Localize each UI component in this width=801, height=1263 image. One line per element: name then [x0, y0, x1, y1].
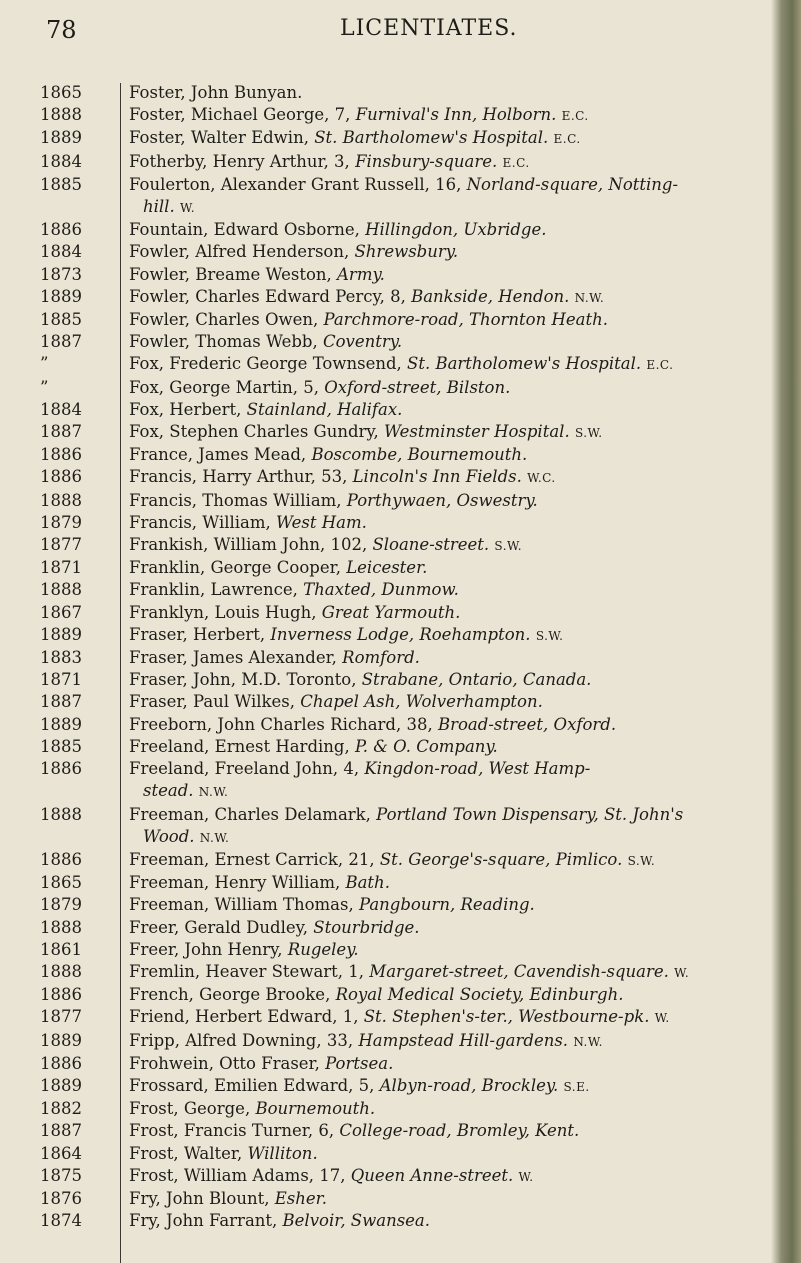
entry-year: 1867	[40, 602, 82, 622]
entry-text	[129, 82, 774, 104]
list-item	[0, 490, 790, 512]
entry-year: 1877	[40, 1007, 82, 1027]
entry-district: N.W.	[573, 1034, 603, 1049]
entry-year: 1886	[40, 1053, 82, 1073]
entry-text	[129, 579, 774, 601]
entry-year: 1886	[40, 467, 82, 487]
entry-place: Romford.	[342, 648, 420, 668]
entry-district: E.C.	[502, 155, 530, 170]
entry-place: Williton.	[247, 1143, 318, 1163]
entry-place: Inverness Lodge, Roehampton.	[270, 624, 531, 644]
entry-name: Freeland, Freeland John, 4,	[129, 759, 360, 779]
entry-name: French, George Brooke,	[129, 985, 331, 1005]
entry-place: Bournemouth.	[255, 1099, 376, 1119]
entry-text	[129, 127, 774, 150]
entry-year: 1888	[40, 580, 82, 600]
list-item	[0, 104, 790, 127]
entry-year: 1888	[40, 105, 82, 125]
entry-year: 1882	[40, 1099, 82, 1119]
entry-place: Belvoir, Swansea.	[282, 1211, 431, 1231]
entry-place: Leicester.	[346, 558, 428, 578]
entry-year: 1885	[40, 174, 82, 194]
entry-place-continued: Wood.	[143, 826, 195, 846]
entry-text	[129, 104, 774, 127]
entry-name: Franklin, Lawrence,	[129, 580, 298, 600]
entry-place: Norland-square, Notting-	[466, 174, 679, 194]
entry-name: Foster, John Bunyan.	[129, 83, 303, 102]
entry-year: 1884	[40, 242, 82, 262]
entry-name: Freeman, Henry William,	[129, 873, 341, 893]
entry-name: Foster, Michael George, 7,	[129, 105, 351, 125]
entry-text	[129, 1143, 774, 1165]
list-item	[0, 534, 790, 557]
list-item	[0, 804, 790, 849]
list-item	[0, 1006, 790, 1029]
entry-name: Freeman, Charles Delamark,	[129, 804, 371, 824]
entry-text	[129, 691, 774, 713]
entry-name: Freer, Gerald Dudley,	[129, 917, 309, 937]
entry-text	[129, 1188, 774, 1210]
entry-text	[129, 714, 774, 736]
entry-year: 1877	[40, 535, 82, 555]
entry-year: 1864	[40, 1143, 82, 1163]
entry-district: N.W.	[198, 785, 229, 800]
list-item	[0, 691, 790, 713]
entry-continuation	[129, 826, 774, 849]
list-item	[0, 127, 790, 150]
entry-district: W.	[654, 1011, 670, 1026]
entry-year: 1876	[40, 1188, 82, 1208]
list-item	[0, 1210, 790, 1232]
entry-place: College-road, Bromley, Kent.	[339, 1121, 580, 1141]
entry-text	[129, 1165, 774, 1188]
entry-district: W.	[179, 201, 196, 216]
entry-text	[129, 174, 774, 219]
entry-year: 1886	[40, 445, 82, 465]
entry-place: Hampstead Hill-gardens.	[358, 1030, 569, 1050]
entry-year: 1879	[40, 895, 82, 915]
entry-district: N.W.	[574, 290, 605, 305]
entry-place-continued: stead.	[143, 781, 194, 801]
list-item	[0, 82, 790, 104]
list-item	[0, 309, 790, 331]
entry-place: St. Bartholomew's Hospital.	[407, 354, 642, 374]
entry-text	[129, 804, 774, 849]
list-item	[0, 872, 790, 894]
entry-year: 1874	[40, 1211, 82, 1231]
entry-name: Francis, Thomas William,	[129, 490, 342, 510]
entry-place: Pangbourn, Reading.	[358, 895, 535, 915]
entry-district: S.W.	[535, 628, 564, 643]
list-item	[0, 286, 790, 309]
entry-place: Portsea.	[325, 1053, 394, 1073]
entry-text	[129, 444, 774, 466]
entry-place: Hillingdon, Uxbridge.	[365, 220, 547, 240]
entry-text	[129, 669, 774, 691]
page-number: 78	[46, 16, 77, 44]
entry-year: 1887	[40, 1121, 82, 1141]
entry-year: 1885	[40, 310, 82, 330]
entry-year: 1879	[40, 512, 82, 532]
entry-year: 1886	[40, 849, 82, 869]
entry-place: St. Bartholomew's Hospital.	[314, 128, 549, 148]
entry-name: Frost, Walter,	[129, 1143, 243, 1163]
entry-text	[129, 624, 774, 647]
list-item	[0, 1053, 790, 1075]
list-item	[0, 736, 790, 758]
entry-name: Fox, George Martin, 5,	[129, 377, 319, 397]
entry-name: Fry, John Farrant,	[129, 1211, 278, 1231]
entry-year: 1871	[40, 558, 82, 578]
entry-year: ”	[40, 354, 49, 374]
entry-text	[129, 1006, 774, 1029]
list-item	[0, 984, 790, 1006]
entry-text	[129, 286, 774, 309]
entry-year: 1889	[40, 1075, 82, 1095]
entry-name: Fox, Herbert,	[129, 399, 242, 419]
entry-name: Freeborn, John Charles Richard, 38,	[129, 714, 433, 734]
entry-place: Kingdon-road, West Hamp-	[364, 759, 591, 779]
entry-place: Portland Town Dispensary, St. John's	[376, 804, 684, 824]
entry-text	[129, 421, 774, 444]
entry-year: 1889	[40, 624, 82, 644]
list-item	[0, 264, 790, 286]
list-item	[0, 647, 790, 669]
entry-name: Fowler, Thomas Webb,	[129, 332, 318, 352]
entry-place: Great Yarmouth.	[321, 602, 461, 622]
list-item	[0, 758, 790, 803]
entry-name: Freeman, William Thomas,	[129, 895, 354, 915]
page-header	[0, 10, 801, 50]
entry-place: Parchmore-road, Thornton Heath.	[323, 310, 608, 330]
entry-district: W.C.	[527, 471, 556, 486]
list-item	[0, 1120, 790, 1142]
list-item	[0, 399, 790, 421]
list-item	[0, 1143, 790, 1165]
entry-text	[129, 377, 774, 399]
list-item	[0, 557, 790, 579]
entry-text	[129, 894, 774, 916]
entry-name: Fraser, Herbert,	[129, 624, 266, 644]
entry-text	[129, 1075, 774, 1098]
entry-name: Fox, Stephen Charles Gundry,	[129, 422, 379, 442]
entry-district: S.E.	[563, 1079, 590, 1094]
entry-year: 1884	[40, 151, 82, 171]
entry-text	[129, 309, 774, 331]
entry-year: 1873	[40, 264, 82, 284]
entry-name: France, James Mead,	[129, 445, 307, 465]
entry-text	[129, 758, 774, 803]
entry-year: 1865	[40, 83, 82, 102]
entry-text	[129, 984, 774, 1006]
entry-place: Chapel Ash, Wolverhampton.	[300, 692, 543, 712]
entry-text	[129, 241, 774, 263]
entry-place: Sloane-street.	[372, 535, 490, 555]
entry-text	[129, 331, 774, 353]
entry-name: Fowler, Alfred Henderson,	[129, 242, 350, 262]
entry-year: 1886	[40, 220, 82, 240]
entry-name: Fowler, Charles Owen,	[129, 310, 319, 330]
entry-name: Frohwein, Otto Fraser,	[129, 1053, 320, 1073]
list-item	[0, 174, 790, 219]
entry-year: 1885	[40, 736, 82, 756]
entry-place: Bath.	[345, 873, 390, 893]
entry-year: 1865	[40, 873, 82, 893]
entry-text	[129, 647, 774, 669]
entry-continuation	[129, 780, 774, 803]
entry-text	[129, 917, 774, 939]
list-item	[0, 151, 790, 174]
list-item	[0, 624, 790, 647]
entry-place: Westminster Hospital.	[384, 422, 570, 442]
entry-name: Fraser, Paul Wilkes,	[129, 692, 296, 712]
list-item	[0, 219, 790, 241]
list-item	[0, 602, 790, 624]
entry-name: Fountain, Edward Osborne,	[129, 220, 360, 240]
entry-name: Freer, John Henry,	[129, 939, 283, 959]
entry-year: 1888	[40, 961, 82, 981]
entry-name: Friend, Herbert Edward, 1,	[129, 1007, 359, 1027]
entry-name: Fowler, Breame Weston,	[129, 264, 332, 284]
entry-place: Porthywaen, Oswestry.	[346, 490, 538, 510]
entry-name: Freeland, Ernest Harding,	[129, 736, 350, 756]
entry-text	[129, 1210, 774, 1232]
entry-year: 1888	[40, 917, 82, 937]
entry-name: Frost, Francis Turner, 6,	[129, 1121, 335, 1141]
list-item	[0, 331, 790, 353]
list-item	[0, 669, 790, 691]
entry-place: Thaxted, Dunmow.	[303, 580, 459, 600]
entry-text	[129, 849, 774, 872]
entry-year: ”	[40, 377, 49, 397]
entry-text	[129, 512, 774, 534]
entry-name: Foulerton, Alexander Grant Russell, 16,	[129, 174, 462, 194]
entry-text	[129, 961, 774, 984]
entry-place: Rugeley.	[287, 939, 359, 959]
entry-year: 1871	[40, 670, 82, 690]
entry-continuation	[129, 196, 774, 219]
entry-year: 1883	[40, 648, 82, 668]
list-item	[0, 917, 790, 939]
entry-place: Coventry.	[322, 332, 403, 352]
entry-year: 1887	[40, 332, 82, 352]
list-item	[0, 1075, 790, 1098]
entry-place: Stourbridge.	[313, 917, 420, 937]
entry-name: Fotherby, Henry Arthur, 3,	[129, 151, 350, 171]
entry-district: N.W.	[199, 830, 230, 845]
entry-text	[129, 353, 774, 376]
entry-name: Frost, George,	[129, 1099, 251, 1119]
list-item	[0, 444, 790, 466]
entry-place: St. George's-square, Pimlico.	[379, 849, 623, 869]
list-item	[0, 1188, 790, 1210]
entry-name: Fraser, James Alexander,	[129, 648, 337, 668]
list-item	[0, 1030, 790, 1053]
entry-name: Frossard, Emilien Edward, 5,	[129, 1075, 375, 1095]
entry-name: Franklin, George Cooper,	[129, 558, 341, 578]
entry-text	[129, 219, 774, 241]
list-item	[0, 579, 790, 601]
entry-district: W.	[674, 965, 690, 980]
entry-place: Finsbury-square.	[355, 151, 498, 171]
entry-name: Fowler, Charles Edward Percy, 8,	[129, 286, 406, 306]
entry-name: Frankish, William John, 102,	[129, 535, 368, 555]
entry-text	[129, 490, 774, 512]
entry-year: 1861	[40, 939, 82, 959]
entry-place: Margaret-street, Cavendish-square.	[369, 961, 669, 981]
entry-place: Boscombe, Bournemouth.	[311, 445, 528, 465]
entry-name: Francis, Harry Arthur, 53,	[129, 467, 348, 487]
entry-place: Bankside, Hendon.	[411, 286, 570, 306]
entry-place: Strabane, Ontario, Canada.	[361, 670, 592, 690]
entry-year: 1875	[40, 1165, 82, 1185]
entry-name: Franklyn, Louis Hugh,	[129, 602, 317, 622]
entry-place: St. Stephen's-ter., Westbourne-pk.	[363, 1007, 650, 1027]
entry-text	[129, 399, 774, 421]
entry-text	[129, 466, 774, 489]
list-item	[0, 421, 790, 444]
entry-district: E.C.	[553, 132, 581, 147]
entry-place: Albyn-road, Brockley.	[379, 1075, 559, 1095]
entry-year: 1887	[40, 692, 82, 712]
list-item	[0, 939, 790, 961]
entry-district: S.W.	[627, 853, 656, 868]
entry-district: E.C.	[646, 358, 674, 373]
entry-name: Foster, Walter Edwin,	[129, 128, 309, 148]
entry-place: Royal Medical Society, Edinburgh.	[335, 985, 624, 1005]
entry-text	[129, 264, 774, 286]
entry-year: 1889	[40, 1030, 82, 1050]
entry-district: S.W.	[574, 426, 603, 441]
entry-name: Fripp, Alfred Downing, 33,	[129, 1030, 354, 1050]
running-title: LICENTIATES.	[340, 16, 518, 41]
entry-text	[129, 872, 774, 894]
entry-text	[129, 1030, 774, 1053]
entry-place: Furnival's Inn, Holborn.	[355, 105, 557, 125]
entry-place: Broad-street, Oxford.	[437, 714, 617, 734]
entry-name: Fremlin, Heaver Stewart, 1,	[129, 961, 365, 981]
list-item	[0, 849, 790, 872]
entry-text	[129, 1053, 774, 1075]
entry-name: Fox, Frederic George Townsend,	[129, 354, 402, 374]
list-item	[0, 353, 790, 376]
entry-place: Stainland, Halifax.	[246, 399, 403, 419]
entry-place: West Ham.	[276, 512, 367, 532]
entry-text	[129, 534, 774, 557]
entry-name: Freeman, Ernest Carrick, 21,	[129, 849, 375, 869]
entry-place: Esher.	[274, 1188, 327, 1208]
entry-year: 1886	[40, 759, 82, 779]
entry-text	[129, 939, 774, 961]
entry-text	[129, 736, 774, 758]
entry-place: Queen Anne-street.	[350, 1165, 514, 1185]
entry-name: Frost, William Adams, 17,	[129, 1165, 346, 1185]
entry-text	[129, 1120, 774, 1142]
entry-district: W.	[518, 1169, 534, 1184]
entry-text	[129, 602, 774, 624]
entry-place: Army.	[337, 264, 385, 284]
entry-year: 1888	[40, 490, 82, 510]
entry-name: Fry, John Blount,	[129, 1188, 270, 1208]
entry-name: Fraser, John, M.D. Toronto,	[129, 670, 357, 690]
entry-text	[129, 1098, 774, 1120]
list-item	[0, 1165, 790, 1188]
list-item	[0, 714, 790, 736]
list-item	[0, 961, 790, 984]
entry-name: Francis, William,	[129, 512, 271, 532]
entry-place: Lincoln's Inn Fields.	[352, 467, 522, 487]
entry-year: 1886	[40, 985, 82, 1005]
entry-year: 1888	[40, 804, 82, 824]
entry-place-continued: hill.	[143, 197, 175, 217]
list-item	[0, 241, 790, 263]
entry-year: 1889	[40, 286, 82, 306]
entry-year: 1887	[40, 422, 82, 442]
entry-text	[129, 151, 774, 174]
licentiate-list	[0, 82, 790, 1232]
entry-year: 1889	[40, 128, 82, 148]
entry-year: 1884	[40, 399, 82, 419]
entry-text	[129, 557, 774, 579]
entry-place: P. & O. Company.	[354, 736, 498, 756]
list-item	[0, 1098, 790, 1120]
list-item	[0, 466, 790, 489]
entry-district: E.C.	[561, 109, 589, 124]
entry-year: 1889	[40, 714, 82, 734]
entry-place: Shrewsbury.	[354, 242, 459, 262]
entry-place: Oxford-street, Bilston.	[324, 377, 511, 397]
list-item	[0, 377, 790, 399]
entry-district: S.W.	[494, 539, 523, 554]
list-item	[0, 512, 790, 534]
list-item	[0, 894, 790, 916]
